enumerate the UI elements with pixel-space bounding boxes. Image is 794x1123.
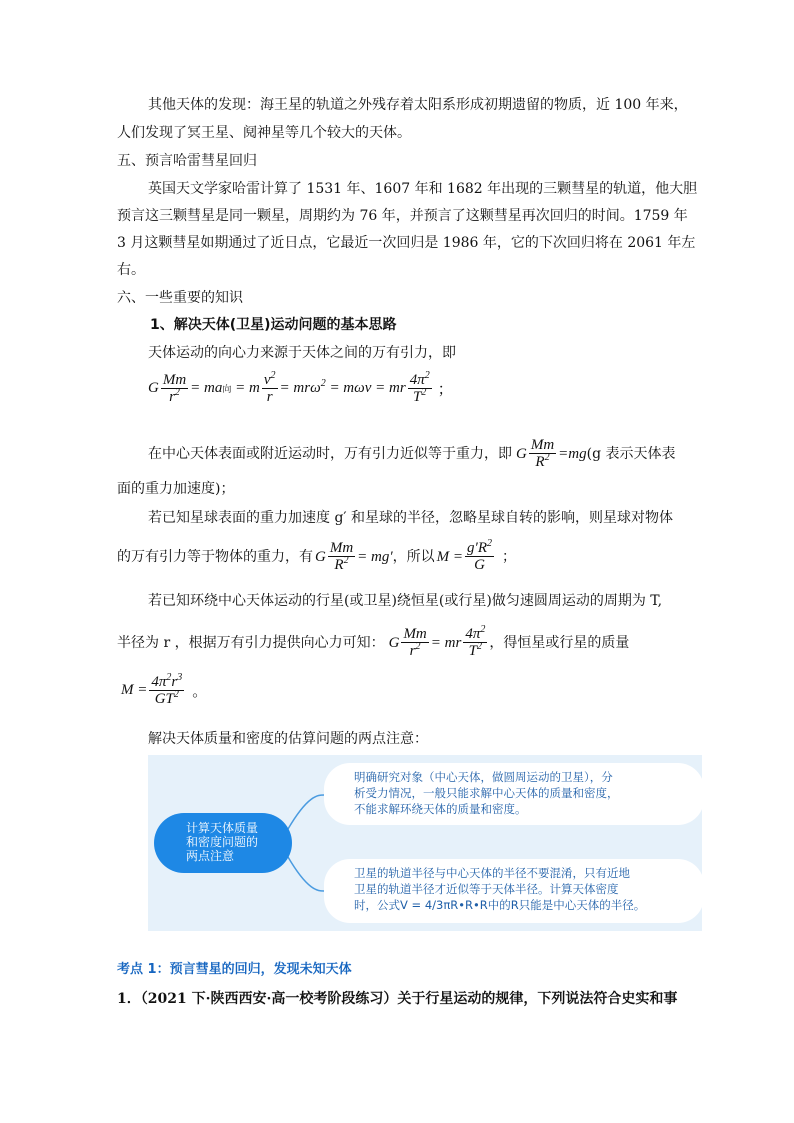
- central-topic-line1: 计算天体质量: [186, 821, 259, 835]
- para3: 天体运动的向心力来源于天体之间的万有引力，即: [148, 345, 456, 361]
- central-topic-line2: 和密度问题的: [186, 835, 259, 849]
- para6-text-b: 半径为 r ，根据万有引力提供向心力可知：: [117, 634, 385, 651]
- para1-line2: 人们发现了冥王星、阋神星等几个较大的天体。: [117, 125, 411, 141]
- para4-text-b: (g 表示天体表: [586, 445, 676, 462]
- central-topic: [154, 813, 292, 873]
- para4-line1: 在中心天体表面或附近运动时，万有引力近似等于重力，即 G $\frac{Mm}{R^2}$ =mg (g 表示天体表: [148, 437, 676, 470]
- para2-line1: 英国天文学家哈雷计算了 1531 年、1607 年和 1682 年出现的三颗彗星的轨道，他大胆: [148, 181, 698, 197]
- mass-formula: M = $\frac{4\pi^2r^3}{GT^2}$ 。: [121, 672, 208, 707]
- subheading-1: 1、解决天体(卫星)运动问题的基本思路: [150, 317, 397, 333]
- para5-text-b: 的万有引力等于物体的重力，有: [117, 548, 313, 565]
- note-bubble-1: [324, 763, 704, 825]
- note1-line2: 析受力情况，一般只能求解中心天体的质量和密度，: [354, 786, 619, 800]
- para2-line4: 右。: [117, 262, 145, 278]
- mind-map: [148, 755, 702, 931]
- para4-line2: 面的重力加速度)；: [117, 481, 235, 497]
- note2-line3: 时，公式V = 4/3πR•R•R中的R只能是中心天体的半径。: [354, 898, 646, 912]
- central-topic-line3: 两点注意: [186, 849, 235, 863]
- note1-line3: 不能求解环绕天体的质量和密度。: [354, 802, 527, 816]
- para2-line3: 3 月这颗彗星如期通过了近日点，它最近一次回归是 1986 年，它的下次回归将在 2061 年左: [117, 235, 696, 251]
- para4-text-a: 在中心天体表面或附近运动时，万有引力近似等于重力，即: [148, 445, 512, 462]
- para5-text-c: ，所以: [392, 548, 435, 565]
- question-1: [117, 986, 677, 1012]
- note2-line1: 卫星的轨道半径与中心天体的半径不要混淆，只有近地: [354, 866, 630, 880]
- para6-line2: 半径为 r ，根据万有引力提供向心力可知： G $\frac{Mm}{r^2}$ = mr $\frac{4\pi^2}{T^2}$ ，得恒星或行星的质量: [117, 624, 630, 659]
- para7: 解决天体质量和密度的估算问题的两点注意：: [148, 731, 428, 747]
- heading-6: 六、一些重要的知识: [117, 290, 243, 306]
- para6-text-c: ，得恒星或行星的质量: [489, 634, 630, 651]
- para2-line2: 预言这三颗彗星是同一颗星，周期约为 76 年，并预言了这颗彗星再次回归的时间。1759 年: [117, 208, 688, 224]
- kaodian-heading: 考点 1：预言彗星的回归，发现未知天体: [117, 962, 352, 977]
- gravity-equation: G $\frac{Mm}{r^2}$ = ma向 = m $\frac{v^2}{r}$ = mrω$^2$ = mωv = mr $\frac{4\pi^2}{T^2}$ ；: [148, 370, 453, 405]
- note1-line1: 明确研究对象（中心天体，做圆周运动的卫星），分: [354, 770, 613, 784]
- para6-line1: 若已知环绕中心天体运动的行星(或卫星)绕恒星(或行星)做匀速圆周运动的周期为 T,: [148, 593, 663, 609]
- heading-5: 五、预言哈雷彗星回归: [117, 153, 257, 169]
- para1-line1: 其他天体的发现：海王星的轨道之外残存着太阳系形成初期遗留的物质，近 100 年来，: [148, 97, 688, 113]
- question-1-text: 1．（2021 下·陕西西安·高一校考阶段练习）关于行星运动的规律，下列说法符合史实和事: [117, 991, 678, 1007]
- para5-line1: 若已知星球表面的重力加速度 g′ 和星球的半径，忽略星球自转的影响，则星球对物体: [148, 510, 674, 526]
- note-bubble-2: [324, 859, 704, 923]
- note2-line2: 卫星的轨道半径才近似等于天体半径。计算天体密度: [354, 882, 619, 896]
- para5-line2: 的万有引力等于物体的重力，有 G $\frac{Mm}{R^2}$ = mg′ ，所以 M = $\frac{g'R^2}{G}$ ；: [117, 538, 516, 573]
